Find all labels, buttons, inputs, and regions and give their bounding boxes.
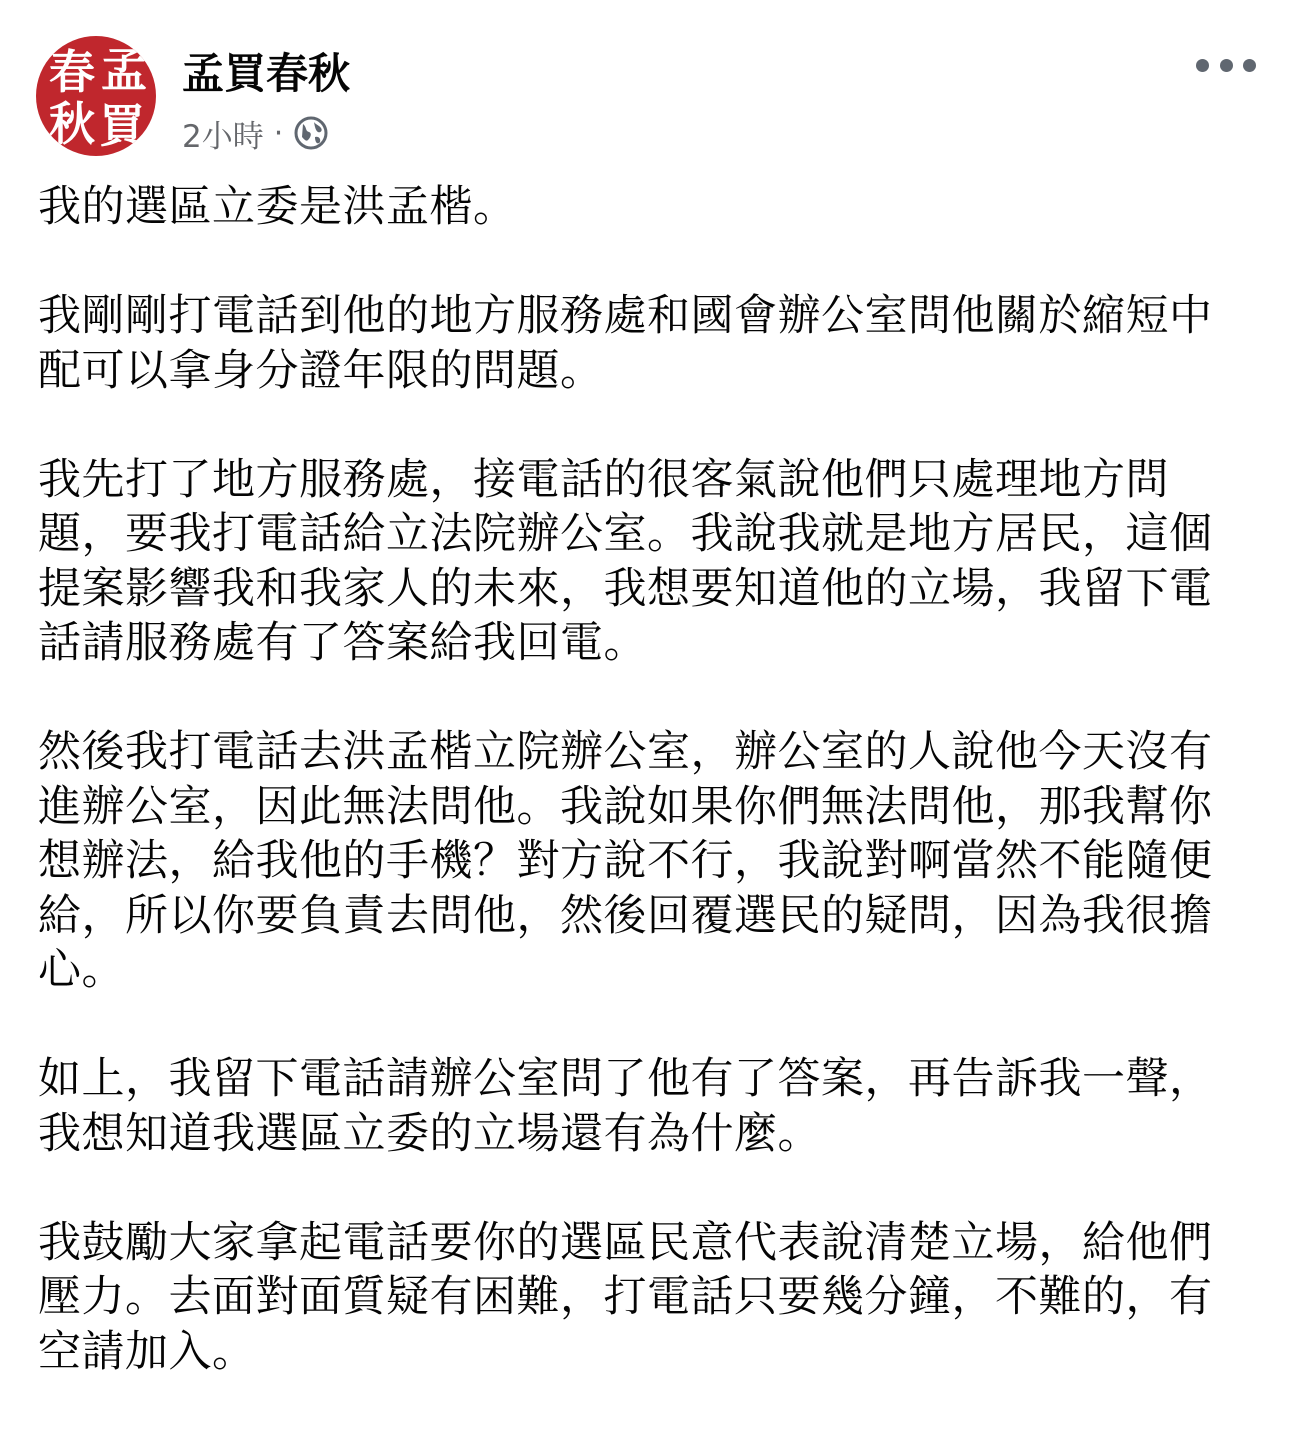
post-meta (182, 112, 329, 154)
post-timestamp[interactable]: 2小時 (182, 118, 264, 155)
avatar-seal-char: 孟 (101, 43, 147, 97)
avatar-seal-char: 買 (99, 99, 145, 153)
more-horizontal-icon (1243, 59, 1256, 72)
post-paragraph: 我剛剛打電話到他的地方服務處和國會辦公室問他關於縮短中配可以拿身分證年限的問題。 (38, 291, 1213, 396)
meta-separator: · (273, 115, 284, 151)
avatar-seal-char: 春 (49, 45, 95, 99)
more-options-button[interactable] (1196, 50, 1256, 80)
more-horizontal-icon (1196, 59, 1209, 72)
page-name-link[interactable]: 孟買春秋 (182, 49, 351, 98)
post-paragraph: 我先打了地方服務處，接電話的很客氣說他們只處理地方問題，要我打電話給立法院辦公室。我說我就是地方居民，這個提案影響我和我家人的未來，我想要知道他的立場，我留下電話請服務處有了答案給我回電。 (38, 454, 1213, 668)
globe-icon[interactable] (293, 115, 329, 151)
more-horizontal-icon (1220, 59, 1233, 72)
post-paragraph: 如上，我留下電話請辦公室問了他有了答案，再告訴我一聲，我想知道我選區立委的立場還有為什麼。 (38, 1054, 1213, 1159)
post-paragraph: 然後我打電話去洪孟楷立院辦公室，辦公室的人說他今天沒有進辦公室，因此無法問他。我說如果你們無法問他，那我幫你想辦法，給我他的手機？對方說不行，我說對啊當然不能隨便給，所以你要負責去問他，然後回覆選民的疑問，因為我很擔心。 (38, 727, 1213, 995)
post-body (38, 180, 1233, 1434)
post-header (36, 36, 1256, 160)
avatar[interactable] (36, 36, 156, 156)
post-paragraph: 我的選區立委是洪孟楷。 (38, 182, 517, 232)
post-paragraph: 我鼓勵大家拿起電話要你的選區民意代表說清楚立場，給他們壓力。去面對面質疑有困難，打電話只要幾分鐘，不難的，有空請加入。 (38, 1217, 1213, 1377)
avatar-seal-char: 秋 (49, 97, 95, 151)
